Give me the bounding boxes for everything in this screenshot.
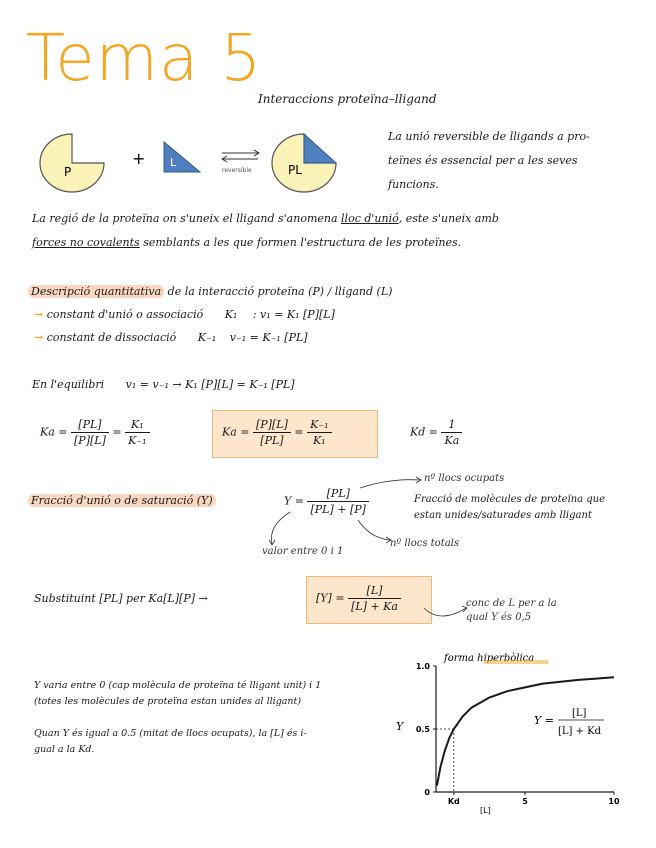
intro-note-line-3: funcions. [388,178,439,191]
bound-ligand-shape [304,134,336,163]
protein-label: P [64,165,72,179]
y-tick-label: 0 [424,788,430,797]
binding-site-term: lloc d'unió [341,212,399,225]
paragraph-line-2: forces no covalents semblants a les que formen l'estructura de les proteïnes. [32,236,462,249]
kd-equation: Kd = $\frac{1}{Ka}$ [410,418,462,447]
ligand-label: L [170,156,177,169]
bottom-text-p2-l1: Quan Y és igual a 0.5 (mitat de llocs ocupats), la [L] és i- [34,728,307,739]
intro-note-line-1: La unió reversible de lligands a pro- [388,130,590,143]
quant-bullet-1: → constant d'unió o associació K₁ : v₁ = K₁ [P][L] [34,308,335,321]
bottom-text-p1-l2: (totes les molècules de proteïna estan unides al lligant) [34,696,302,707]
page-title: Tema 5 [26,22,263,96]
ka-equation: Ka = $\frac{[PL]}{[P][L]}$ = $\frac{\text{K₁}}{\text{K₋₁}}$ [40,418,150,447]
bottom-text-p1-l1: Y varia entre 0 (cap molècula de proteïna té lligant unit) i 1 [34,680,322,691]
fraction-arrows [250,470,450,550]
kd-meaning-note-2: qual Y és 0,5 [466,612,532,623]
plus-sign: + [132,149,146,168]
kd-meaning-note-1: conc de L per a la [466,598,557,609]
protein-shape [40,134,104,192]
complex-label: PL [288,163,302,177]
chart-eq-den: [L] + Kd [558,726,602,737]
y-axis-label: Y [396,720,404,733]
value-range-note: valor entre 0 i 1 [262,546,344,557]
occupied-sites-note: nº llocs ocupats [424,473,505,484]
equilibrium-line: En l'equilibri v₁ = v₋₁ → K₁ [P][L] = K₋₁ [PL] [32,378,295,391]
fraction-description-1: Fracció de molècules de proteïna que [414,494,606,505]
intro-note-line-2: teïnes és essencial per a les seves [388,154,578,167]
fraction-description-2: estan unides/saturades amb lligant [414,510,592,521]
quant-heading: Descripció quantitativa de la interacció proteïna (P) / lligand (L) [28,285,392,298]
x-tick-label: Kd [447,797,460,806]
fraction-equation: Y = $\frac{[PL]}{[PL] + [P]}$ [284,487,369,516]
page-subtitle: Interaccions proteïna–lligand [258,92,437,106]
saturation-chart [392,650,632,828]
quant-bullet-2: → constant de dissociació K₋₁ v₋₁ = K₋₁ [PL] [34,331,308,344]
x-tick-label: 5 [522,797,528,806]
paragraph-line-1: La regió de la proteïna on s'uneix el lligand s'anomena lloc d'unió, este s'uneix amb [32,212,499,225]
y-tick-label: 1.0 [415,662,430,671]
y-tick-label: 0.5 [415,725,430,734]
x-tick-label: 10 [608,797,620,806]
quant-heading-highlight: Descripció quantitativa [28,285,164,298]
chart-eq-lhs: Y = [534,714,554,727]
fraction-heading-highlight: Fracció d'unió o de saturació (Y) [28,494,216,507]
chart-equation [534,708,604,737]
chart-eq-num: [L] [572,708,587,719]
noncovalent-term: forces no covalents [32,236,140,249]
total-sites-note: nº llocs totals [390,538,459,549]
kd-meaning-arrow [410,598,470,628]
substitution-line: Substituint [PL] per Ka[L][P] → [34,592,208,605]
binding-diagram [32,128,392,198]
bottom-text-p2-l2: gual a la Kd. [34,744,95,755]
ka-dissociation-equation: Ka = $\frac{[P][L]}{[PL]}$ = $\frac{\text{K₋₁}}{\text{K₁}}$ [222,418,332,447]
fraction-heading [28,494,216,507]
reversible-label: reversible [222,167,252,174]
x-axis-label: [L] [480,806,491,815]
chart-title: forma hiperbòlica [444,653,535,664]
hill-equation: [Y] = $\frac{[L]}{[L] + Ka}$ [316,584,401,613]
